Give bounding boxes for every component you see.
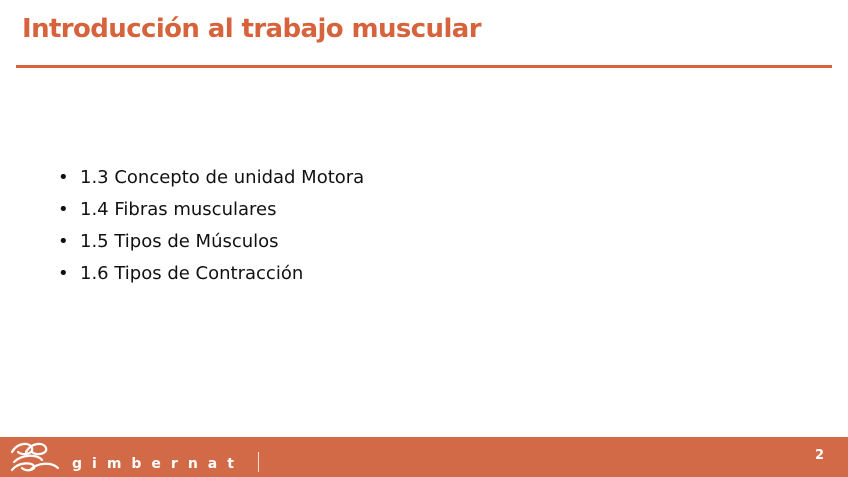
bullet-text: 1.4 Fibras musculares — [80, 199, 277, 220]
logo-wordmark: gimbernat — [72, 456, 244, 472]
bullet-text: 1.5 Tipos de Músculos — [80, 231, 279, 252]
bullet-dot: • — [58, 263, 69, 284]
bullet-item — [58, 165, 364, 197]
footer-divider — [258, 452, 259, 472]
bullet-dot: • — [58, 167, 69, 188]
footer-bar — [0, 437, 848, 477]
bullet-dot: • — [58, 199, 69, 220]
bullet-text: 1.6 Tipos de Contracción — [80, 263, 304, 284]
page-number: 2 — [814, 448, 824, 463]
bullet-dot: • — [58, 231, 69, 252]
bullet-item — [58, 229, 364, 261]
bullet-item — [58, 261, 364, 293]
bullet-item — [58, 197, 364, 229]
bullet-list — [58, 165, 364, 293]
gimbernat-logo-icon — [8, 440, 64, 474]
bullet-text: 1.3 Concepto de unidad Motora — [80, 167, 365, 188]
slide-title: Introducción al trabajo muscular — [22, 14, 481, 44]
title-underline — [16, 65, 832, 68]
